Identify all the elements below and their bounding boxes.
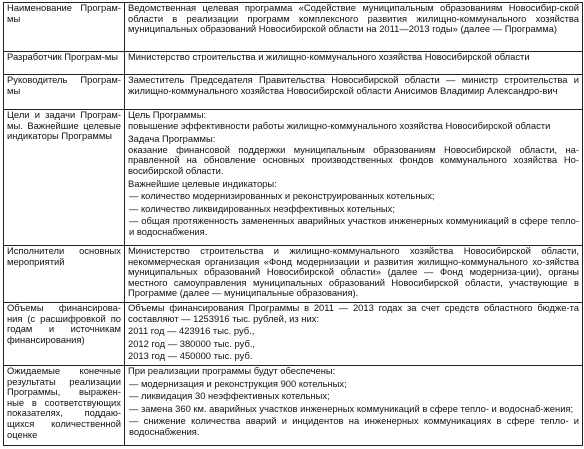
row-label-name: Наименование Програм-мы [4, 3, 125, 52]
row-value-name: Ведомственная целевая программа «Содействие муниципальным образованиям Новосибир-ской области в реализации программ комплексного развития жилищно-коммунального хозяйства муниципальных образований Новосибирской области на 2011—2013 годы» (далее — Программа) [125, 3, 583, 52]
row-value-goals [125, 110, 583, 246]
table-row-results [4, 366, 583, 446]
results-intro: При реализации программы будут обеспечены: [128, 365, 336, 376]
task-heading: Задача Программы: [128, 133, 216, 145]
row-value-developer: Министерство строительства и жилищно-коммунального хозяйства Новосибирской области [125, 52, 583, 75]
result-item: — снижение количества аварий и инцидентов на инженерных коммуникациях в сфере тепло- и водоснабжения. [129, 415, 579, 437]
table-row-goals [4, 110, 583, 246]
row-value-head: Заместитель Председателя Правительства Новосибирской области — министр строительства и жилищно-коммунального хозяйства Новосибирской области Анисимов Владимир Александро-вич [125, 75, 583, 110]
goal-heading: Цель Программы: [128, 109, 207, 120]
indicators-heading: Важнейшие целевые индикаторы: [128, 177, 277, 189]
goal-text: повышение эффективности работы жилищно-коммунального хозяйства Новосибирской области [128, 119, 551, 131]
row-label-developer: Разработчик Програм-мы [4, 52, 125, 75]
row-label-goals: Цели и задачи Програм-мы. Важнейшие целевые индикаторы Программы [4, 110, 125, 246]
indicator-item: — количество ликвидированных неэффективных котельных; [129, 202, 395, 214]
result-item: — замена 360 км. аварийных участков инженерных коммуникаций в сфере тепло- и водоснаб-жения; [129, 402, 574, 414]
row-label-funding: Объемы финансирова-ния (с расшифровкой по годам и источникам финансирования) [4, 303, 125, 366]
table-row-funding [4, 303, 583, 366]
result-item: — ликвидация 30 неэффективных котельных; [129, 390, 330, 402]
table-row-executors [4, 246, 583, 303]
row-value-funding [125, 303, 583, 366]
row-value-executors: Министерство строительства и жилищно-коммунального хозяйства Новосибирской области, некоммерческая организация «Фонд модернизации и развития жилищно-коммунального хо-зяйства муниципальных образований Новосибирской области» (далее — Фонд модерниза-ции), органы местного самоуправления муниципальных образований Новосибирской области, участвующие в Программе (далее — муниципальные образования). [125, 246, 583, 303]
task-text: оказание финансовой поддержки муниципальным образованиям Новосибирской области, на-правленной на обновление основных производственных фондов коммунального хозяйства Но-восибирской области. [128, 143, 579, 176]
funding-intro: Объемы финансирования Программы в 2011 — 2013 годах за счет средств областного бюдже-та составляют — 1253916 тыс. рублей, из них: [128, 302, 579, 324]
indicator-item: — общая протяженность замененных аварийных участков инженерных коммуникаций в сфере тепло- и водоснабжения. [129, 215, 579, 237]
row-value-results [125, 366, 583, 446]
row-label-results: Ожидаемые конечные результаты реализации Программы, выражен-ные в соответствующих показателях, поддаю-щихся количественной оценке [4, 366, 125, 446]
funding-year: 2013 год — 450000 тыс. руб. [128, 350, 253, 362]
indicator-item: — количество модернизированных и реконструированных котельных; [129, 190, 435, 202]
table-row-name [4, 3, 583, 52]
table-row-developer [4, 52, 583, 75]
row-label-head: Руководитель Програм-мы [4, 75, 125, 110]
row-label-executors: Исполнители основных мероприятий [4, 246, 125, 303]
funding-year: 2012 год — 380000 тыс. руб., [128, 337, 256, 349]
program-passport-table [3, 2, 583, 446]
result-item: — модернизация и реконструкция 900 котельных; [129, 377, 347, 389]
table-row-head [4, 75, 583, 110]
funding-year: 2011 год — 423916 тыс. руб., [128, 325, 255, 337]
